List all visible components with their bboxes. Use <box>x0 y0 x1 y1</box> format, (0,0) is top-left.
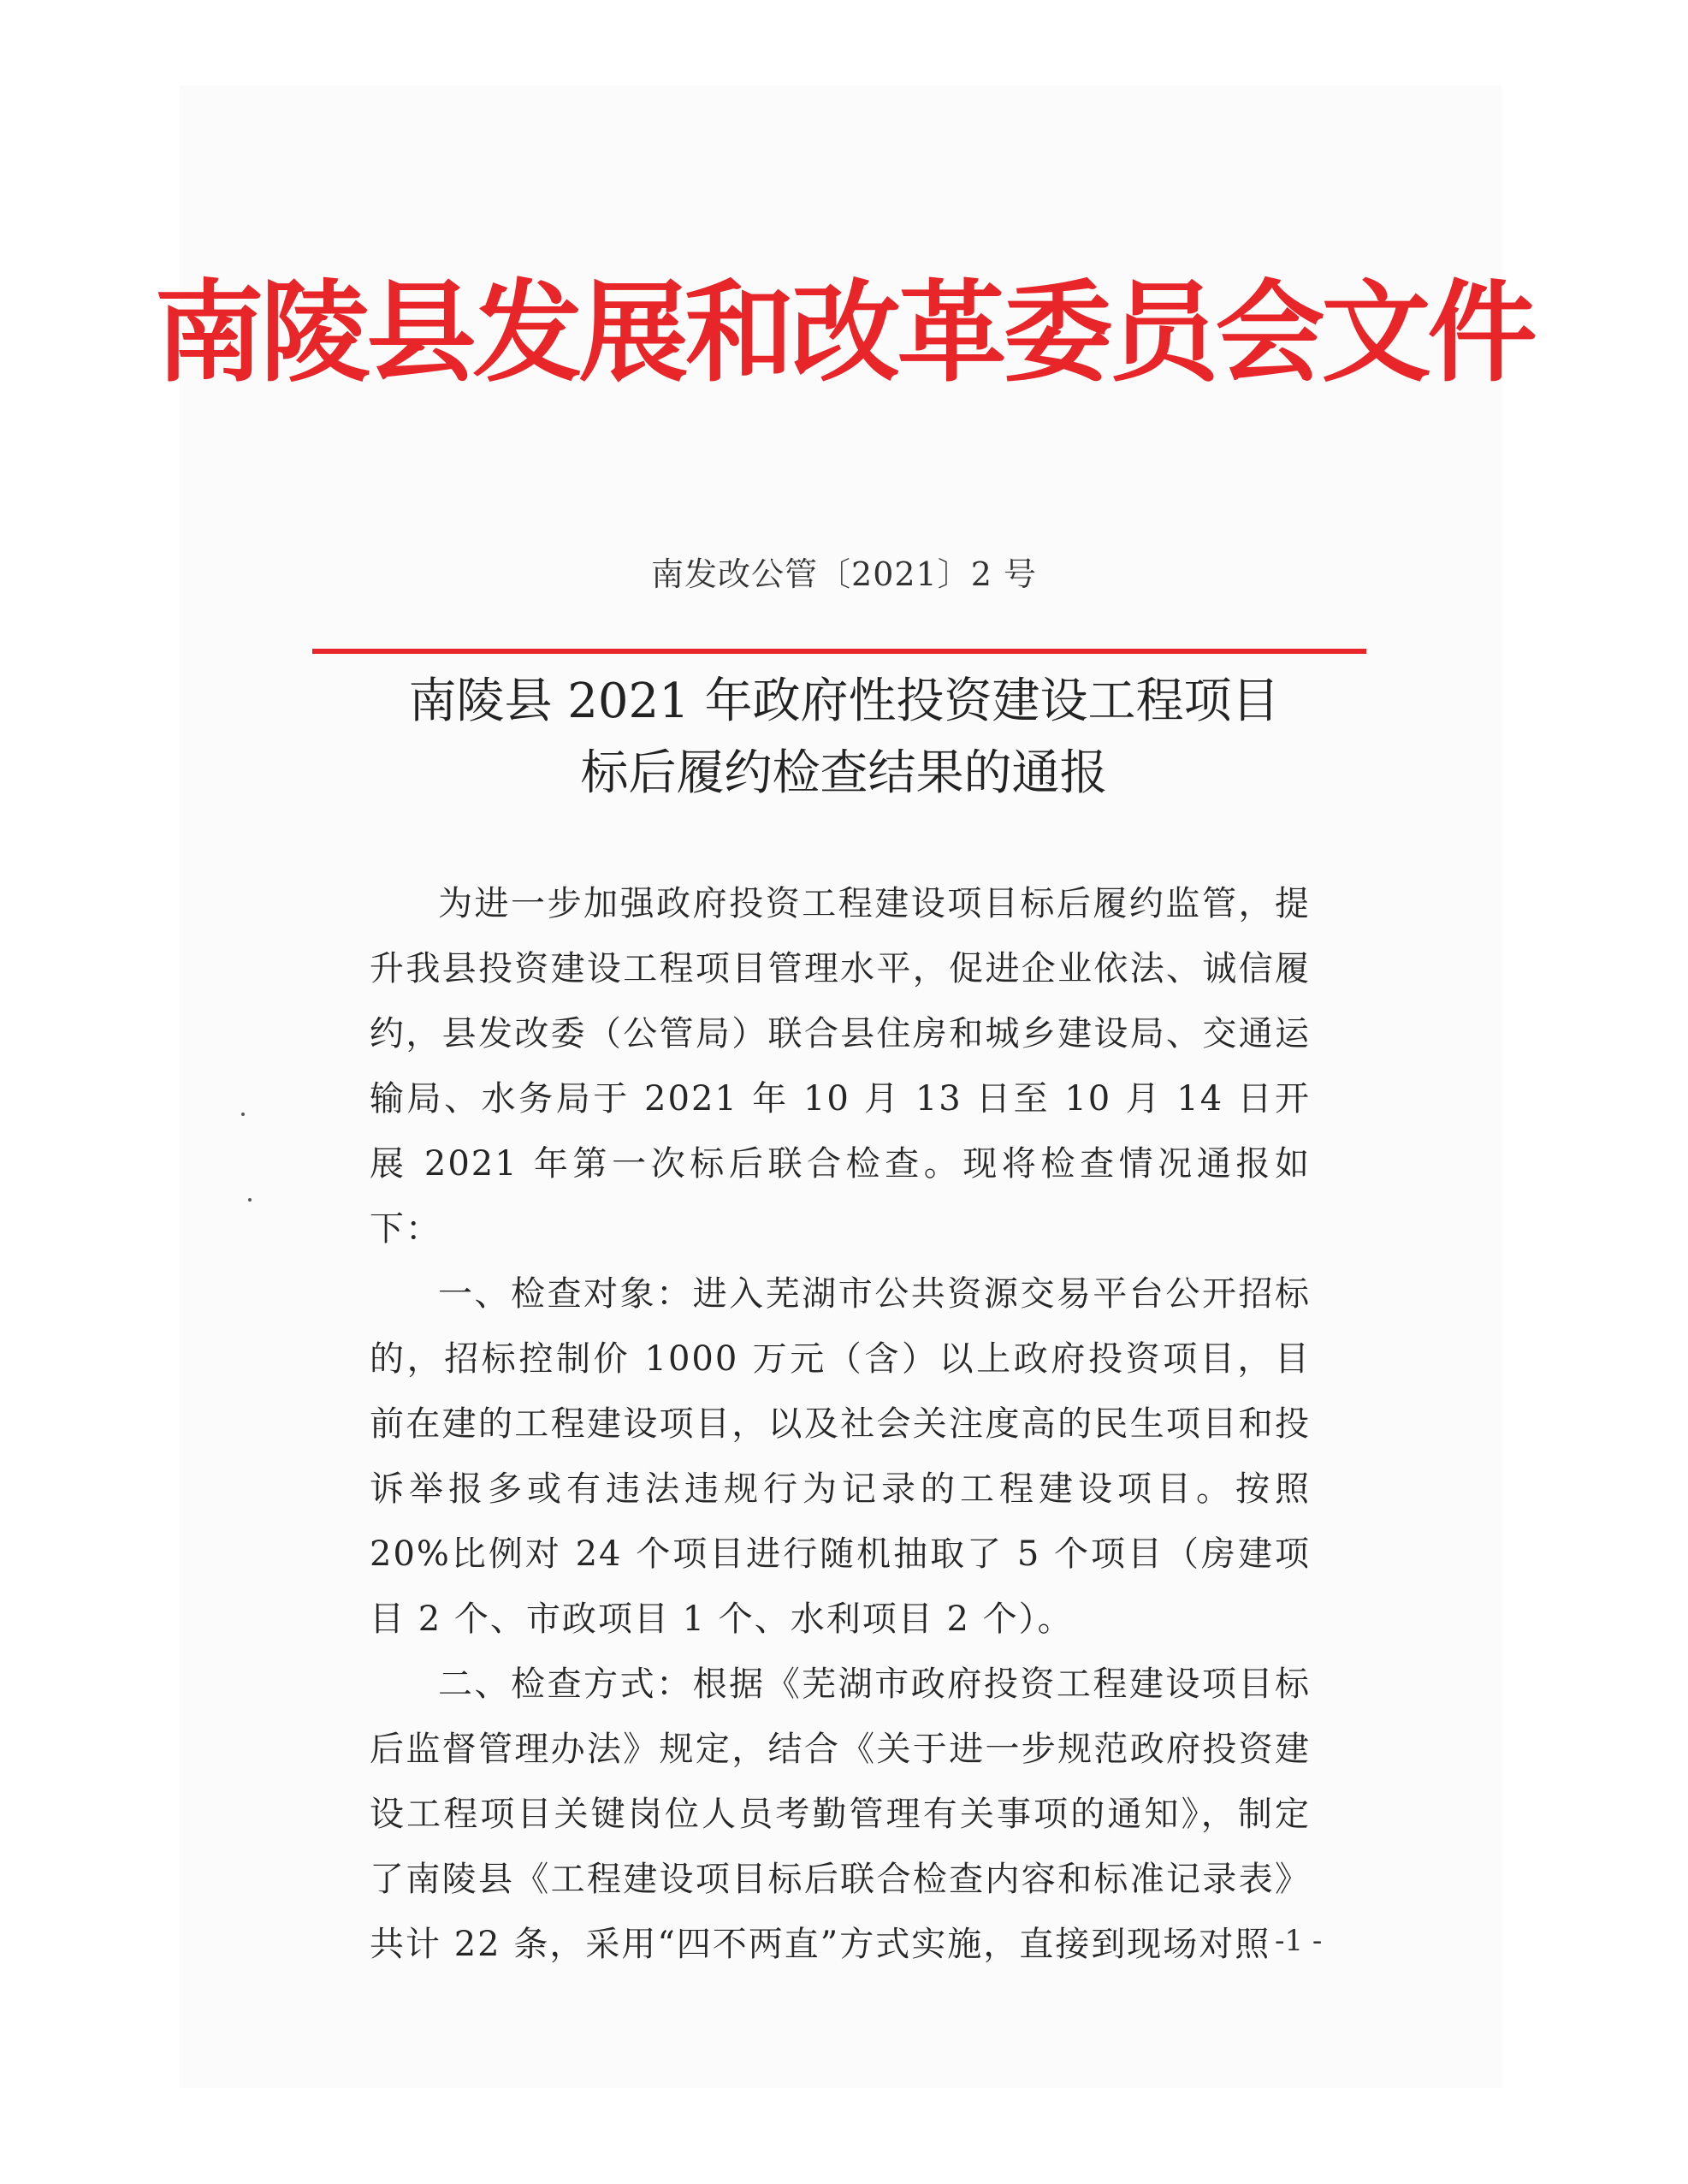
document-number: 南发改公管〔2021〕2 号 <box>651 555 1037 593</box>
paragraph-inspection-method: 二、检查方式：根据《芜湖市政府投资工程建设项目标后监督管理办法》规定，结合《关于进一步规范政府投资建设工程项目关键岗位人员考勤管理有关事项的通知》，制定了南陵县《工程建设项目标后联合检查内容和标准记录表》共计 22 条，采用“四不两直”方式实施，直接到现场对照 <box>370 1665 1311 1964</box>
scan-speck <box>248 1198 252 1202</box>
page-number: -1 - <box>1275 1924 1323 1958</box>
scan-speck <box>241 1113 245 1116</box>
paragraph-inspection-targets: 一、检查对象：进入芜湖市公共资源交易平台公开招标的，招标控制价 1000 万元（含）以上政府投资项目，目前在建的工程建设项目，以及社会关注度高的民生项目和投诉举报多或有违法违规行为记录的工程建设项目。按照 20%比例对 24 个项目进行随机抽取了 5 个项目（房建项目 2 个、市政项目 1 个、水利项目 2 个）。 <box>370 1274 1311 1639</box>
org-header-title: 南陵县发展和改革委员会文件 <box>154 269 1534 397</box>
red-divider-rule <box>312 649 1366 654</box>
notice-title-line-2: 标后履约检查结果的通报 <box>580 745 1108 801</box>
notice-title <box>0 666 1688 810</box>
paragraph-intro: 为进一步加强政府投资工程建设项目标后履约监管，提升我县投资建设工程项目管理水平，促进企业依法、诚信履约，县发改委（公管局）联合县住房和城乡建设局、交通运输局、水务局于 2021 年 10 月 13 日至 10 月 14 日开展 2021 年第一次标后联合检查。现将检查情况通报如下： <box>370 884 1311 1249</box>
body-text <box>370 871 1311 1977</box>
notice-title-line-1: 南陵县 2021 年政府性投资建设工程项目 <box>408 674 1280 729</box>
